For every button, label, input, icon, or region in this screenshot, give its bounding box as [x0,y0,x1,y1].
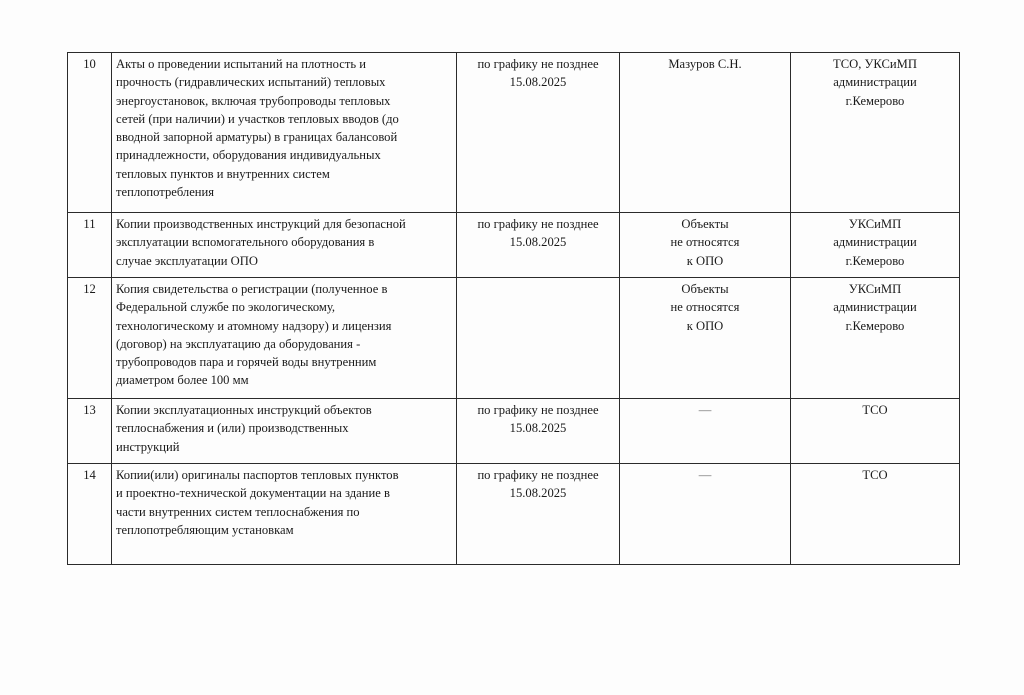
description-line: (договор) на эксплуатацию да оборудования - [116,336,361,351]
organization-line: администрации [833,300,917,315]
description-line: энергоустановок, включая трубопроводы тепловых [116,93,391,108]
organization-cell [791,464,960,565]
description-line: теплоснабжения и (или) производственных [116,421,349,436]
description-line: случае эксплуатации ОПО [116,253,258,268]
responsible-cell [620,399,791,464]
organization-line: УКСиМП [848,217,902,231]
document-description [112,278,457,399]
deadline-line: по графику не позднее [477,403,599,417]
deadline-cell [457,53,620,213]
organization-cell [791,53,960,213]
responsible-cell [620,464,791,565]
deadline-line: по графику не позднее [477,57,599,71]
description-line: трубопроводов пара и горячей воды внутренним [116,355,377,370]
description-line: тепловых пунктов и внутренних систем [116,166,330,181]
description-line: диаметром более 100 мм [116,373,249,388]
deadline-line: по графику не позднее [477,217,599,231]
organization-cell [791,213,960,278]
dash-mark: — [698,468,712,482]
responsible-line: к ОПО [686,318,724,333]
organization-cell [791,278,960,399]
document-description [112,53,457,213]
organization-line: администрации [833,235,917,250]
responsible-line: Объекты [681,217,729,231]
row-number: 13 [68,399,112,464]
responsible-cell [620,53,791,213]
description-line: Акты о проведении испытаний на плотность и [116,57,366,71]
description-line: части внутренних систем теплоснабжения по [116,504,360,519]
description-line: Копия свидетельства о регистрации (полученное в [116,282,388,296]
deadline-line: по графику не позднее [477,468,599,482]
document-description [112,213,457,278]
responsible-line: к ОПО [686,253,724,268]
deadline-date: 15.08.2025 [509,75,567,90]
table-row [68,464,960,565]
deadline-cell [457,213,620,278]
deadline-cell [457,399,620,464]
deadline-date: 15.08.2025 [509,235,567,250]
description-line: вводной запорной арматуры) в границах балансовой [116,130,398,145]
description-line: прочность (гидравлических испытаний) тепловых [116,75,386,90]
table-row [68,213,960,278]
description-line: Копии эксплуатационных инструкций объектов [116,403,372,417]
description-line: теплопотребления [116,185,215,200]
organization-line: г.Кемерово [845,253,905,268]
table-row [68,53,960,213]
description-line: Федеральной службе по экологическому, [116,300,336,315]
description-line: технологическому и атомному надзору) и лицензия [116,318,392,333]
deadline-date: 15.08.2025 [509,486,567,501]
dash-mark: — [698,403,712,417]
organization-line: г.Кемерово [845,318,905,333]
row-number: 14 [68,464,112,565]
deadline-cell [457,464,620,565]
row-number: 11 [68,213,112,278]
organization-line: ТСО [862,403,888,417]
document-description [112,399,457,464]
description-line: Копии производственных инструкций для безопасной [116,217,406,231]
description-line: и проектно-технической документации на здание в [116,486,390,501]
responsible-cell [620,213,791,278]
description-line: инструкций [116,439,180,454]
organization-line: администрации [833,75,917,90]
row-number: 10 [68,53,112,213]
responsible-line: не относятся [670,300,740,315]
description-line: принадлежности, оборудования индивидуальных [116,148,381,163]
organization-line: ТСО [862,468,888,482]
description-line: эксплуатации вспомогательного оборудования в [116,235,375,250]
description-line: сетей (при наличии) и участков тепловых вводов (до [116,111,399,126]
responsible-line: Мазуров С.Н. [668,57,742,71]
organization-cell [791,399,960,464]
requirements-table [67,52,960,565]
deadline-cell-empty [457,278,620,399]
table-row [68,399,960,464]
description-line: Копии(или) оригиналы паспортов тепловых пунктов [116,468,399,482]
responsible-line: Объекты [681,282,729,296]
document-description [112,464,457,565]
responsible-line: не относятся [670,235,740,250]
organization-line: ТСО, УКСиМП [833,57,917,71]
deadline-date: 15.08.2025 [509,421,567,436]
row-number: 12 [68,278,112,399]
table-row [68,278,960,399]
organization-line: УКСиМП [848,282,902,296]
responsible-cell [620,278,791,399]
organization-line: г.Кемерово [845,93,905,108]
description-line: теплопотребляющим установкам [116,522,294,537]
